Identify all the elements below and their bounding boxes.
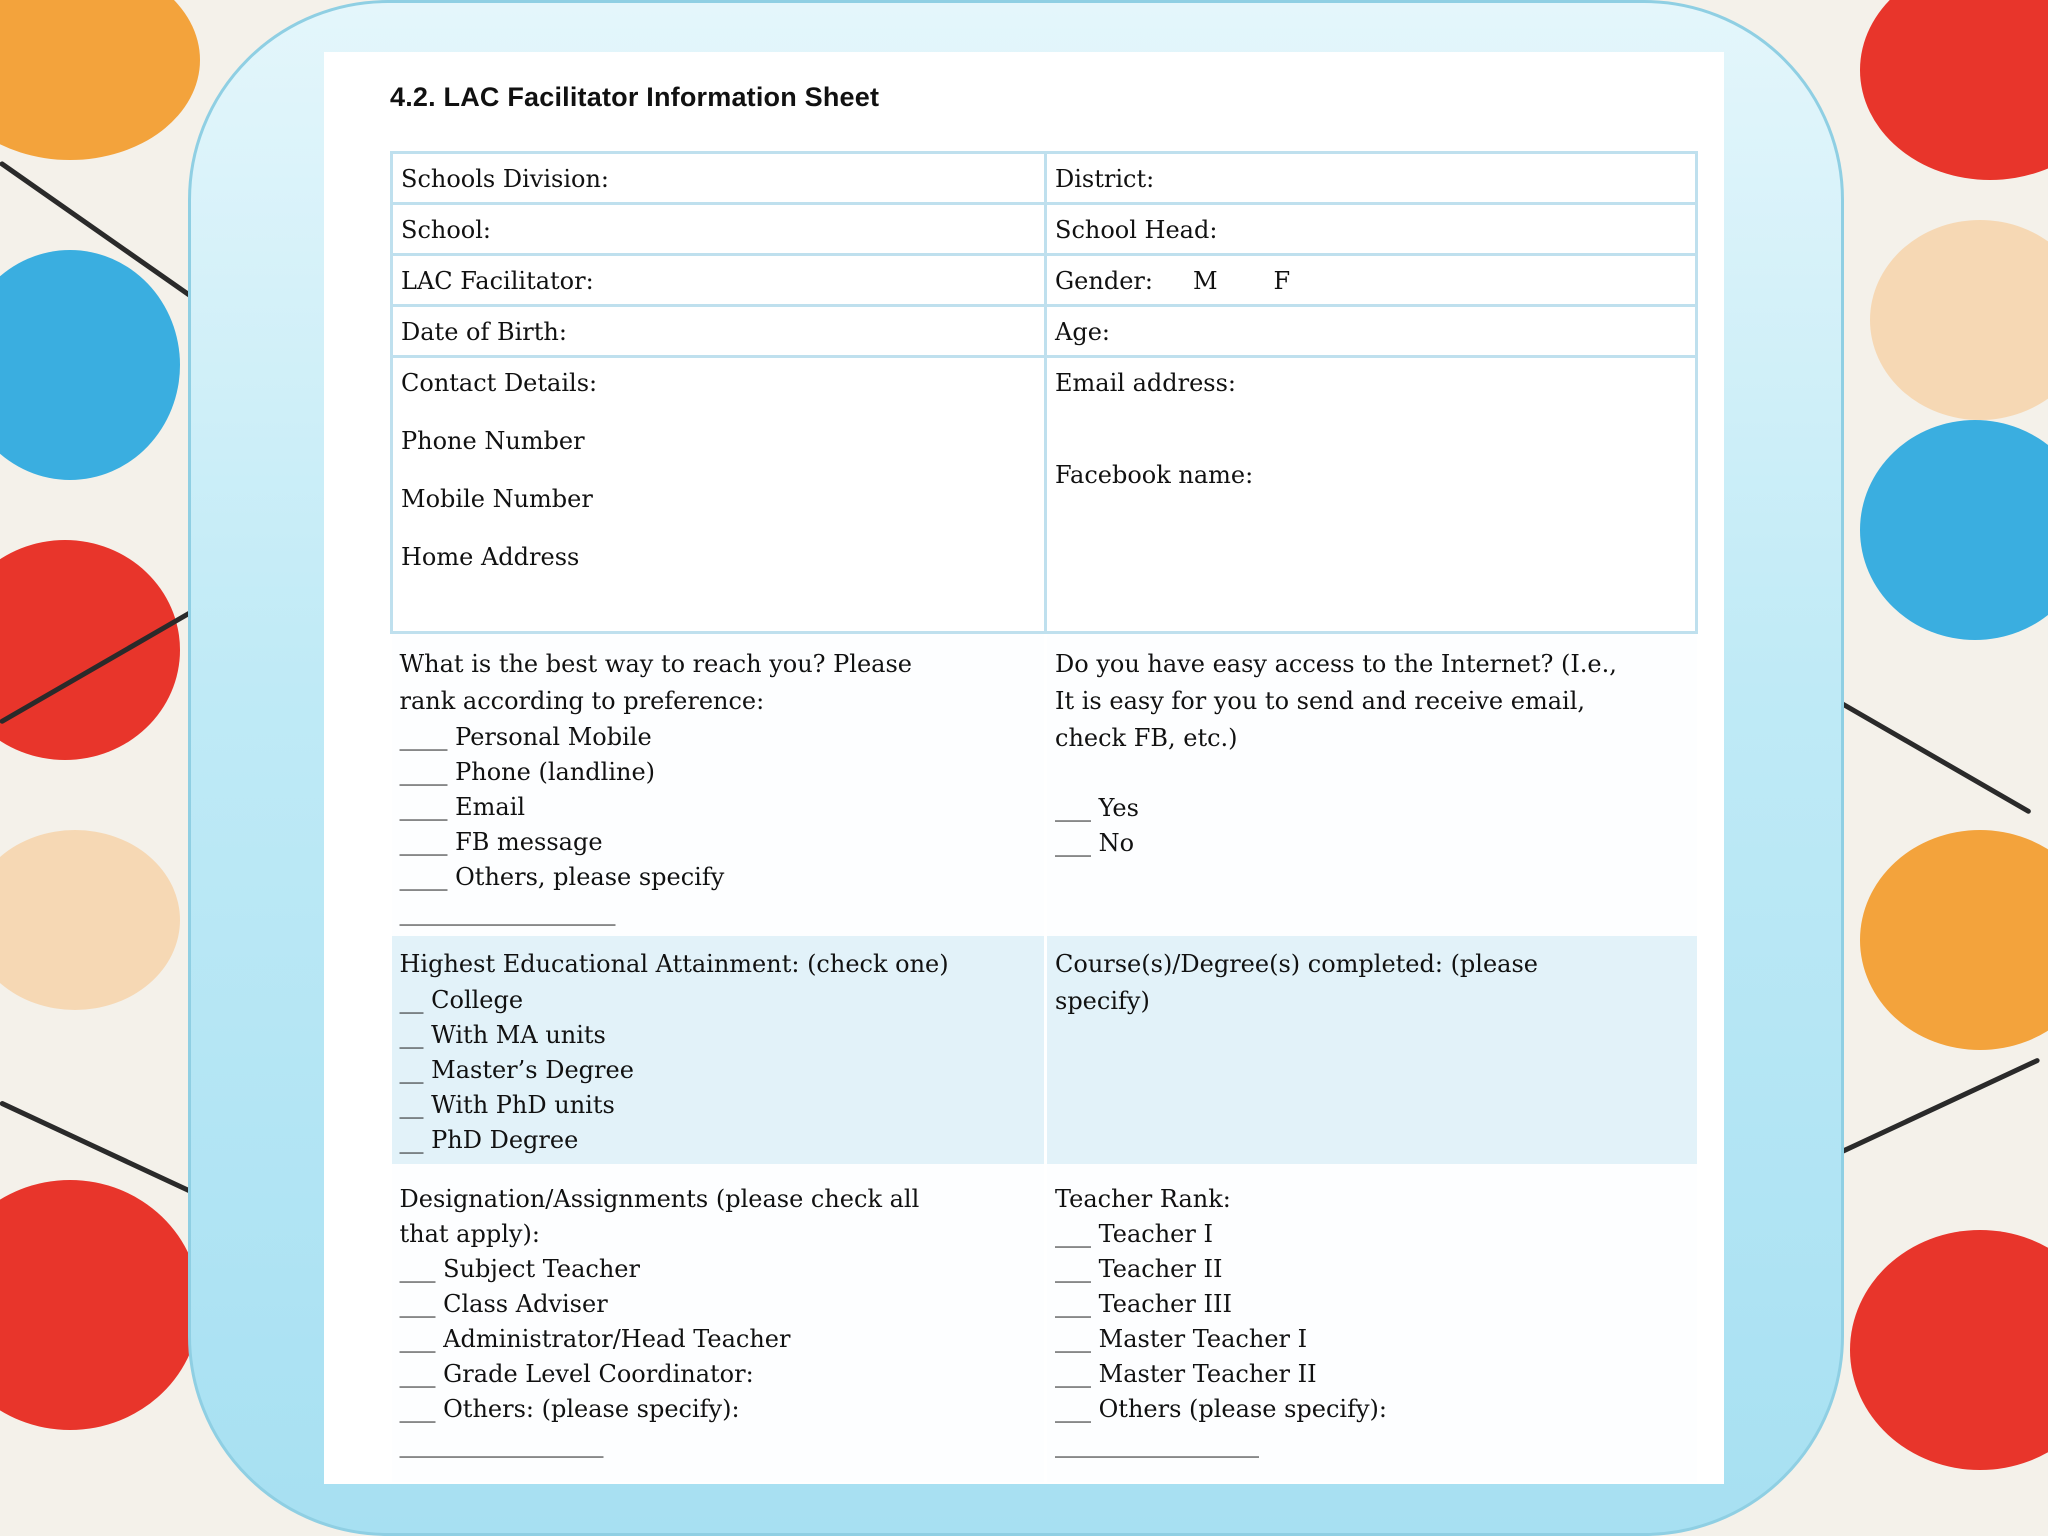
cartoon-figure-shape xyxy=(0,540,180,760)
option-others[interactable]: ___ Others (please specify): xyxy=(1055,1395,1387,1423)
form-row xyxy=(392,936,1697,1164)
option-phone-landline[interactable]: ____ Phone (landline) xyxy=(399,758,656,786)
district-field[interactable] xyxy=(1046,153,1697,204)
field-label: District: xyxy=(1055,165,1155,193)
question-text: specify) xyxy=(1055,987,1150,1015)
question-text: Highest Educational Attainment: (check one) xyxy=(399,950,949,978)
decor-line xyxy=(1839,700,2032,814)
teacher-rank-section xyxy=(1046,1164,1697,1482)
option-administrator[interactable]: ___ Administrator/Head Teacher xyxy=(399,1325,791,1353)
school-head-field[interactable] xyxy=(1046,204,1697,255)
field-label: Schools Division: xyxy=(401,165,609,193)
cartoon-figure-shape xyxy=(0,830,180,1010)
option-masters-degree[interactable]: __ Master’s Degree xyxy=(399,1056,634,1084)
phone-number-label: Phone Number xyxy=(401,427,585,455)
gender-option-m[interactable]: M xyxy=(1192,267,1218,295)
form-row xyxy=(392,204,1697,255)
others-blank-line[interactable]: _________________ xyxy=(399,1430,604,1458)
option-grade-level-coordinator[interactable]: ___ Grade Level Coordinator: xyxy=(399,1360,754,1388)
option-others[interactable]: ____ Others, please specify xyxy=(399,863,725,891)
form-row xyxy=(392,255,1697,306)
schools-division-field[interactable] xyxy=(392,153,1046,204)
cartoon-figure-shape xyxy=(1860,830,2048,1050)
question-text: What is the best way to reach you? Please xyxy=(399,650,913,678)
course-degree-section[interactable] xyxy=(1046,936,1697,1164)
sheet-title: 4.2. LAC Facilitator Information Sheet xyxy=(390,82,880,112)
others-blank-line[interactable]: __________________ xyxy=(399,898,616,926)
question-text: Teacher Rank: xyxy=(1055,1185,1231,1213)
option-others[interactable]: ___ Others: (please specify): xyxy=(399,1395,740,1423)
contact-details-label: Contact Details: xyxy=(401,369,598,397)
option-college[interactable]: __ College xyxy=(399,986,524,1014)
option-no[interactable]: ___ No xyxy=(1055,829,1135,857)
cartoon-figure-shape xyxy=(1850,1230,2048,1470)
question-text: Do you have easy access to the Internet? (I.e., xyxy=(1055,650,1617,678)
gender-option-f[interactable]: F xyxy=(1273,267,1291,295)
field-label: Gender: xyxy=(1055,267,1153,295)
field-label: School: xyxy=(401,216,491,244)
question-text: Course(s)/Degree(s) completed: (please xyxy=(1055,950,1538,978)
form-row xyxy=(392,1164,1697,1482)
option-ma-units[interactable]: __ With MA units xyxy=(399,1021,606,1049)
question-text: that apply): xyxy=(399,1220,540,1248)
option-email[interactable]: ____ Email xyxy=(399,793,526,821)
option-teacher-1[interactable]: ___ Teacher I xyxy=(1055,1220,1213,1248)
gender-field[interactable] xyxy=(1046,255,1697,306)
option-master-teacher-1[interactable]: ___ Master Teacher I xyxy=(1055,1325,1308,1353)
reach-preference-section xyxy=(392,633,1046,937)
question-text: It is easy for you to send and receive email, xyxy=(1055,687,1586,715)
online-contact-field[interactable] xyxy=(1046,357,1697,633)
form-row xyxy=(392,633,1697,937)
school-field[interactable] xyxy=(392,204,1046,255)
cartoon-figure-shape xyxy=(0,1180,200,1430)
option-class-adviser[interactable]: ___ Class Adviser xyxy=(399,1290,608,1318)
lac-facilitator-field[interactable] xyxy=(392,255,1046,306)
cartoon-figure-shape xyxy=(0,0,200,160)
facebook-name-label: Facebook name: xyxy=(1055,461,1254,489)
field-label: School Head: xyxy=(1055,216,1218,244)
option-personal-mobile[interactable]: ____ Personal Mobile xyxy=(399,723,652,751)
mobile-number-label: Mobile Number xyxy=(401,485,593,513)
question-text: Designation/Assignments (please check all xyxy=(399,1185,920,1213)
cartoon-figure-shape xyxy=(0,250,180,480)
question-text: check FB, etc.) xyxy=(1055,724,1238,752)
decor-line xyxy=(1839,1057,2041,1155)
form-row xyxy=(392,153,1697,204)
option-fb-message[interactable]: ____ FB message xyxy=(399,828,603,856)
date-of-birth-field[interactable] xyxy=(392,306,1046,357)
education-section xyxy=(392,936,1046,1164)
field-label: Date of Birth: xyxy=(401,318,567,346)
form-row xyxy=(392,306,1697,357)
home-address-label: Home Address xyxy=(401,543,580,571)
contact-details-field[interactable] xyxy=(392,357,1046,633)
cartoon-figure-shape xyxy=(1870,220,2048,420)
email-address-label: Email address: xyxy=(1055,369,1236,397)
form-row xyxy=(392,357,1697,633)
option-phd-degree[interactable]: __ PhD Degree xyxy=(399,1126,579,1154)
option-yes[interactable]: ___ Yes xyxy=(1055,794,1139,822)
option-teacher-2[interactable]: ___ Teacher II xyxy=(1055,1255,1223,1283)
option-master-teacher-2[interactable]: ___ Master Teacher II xyxy=(1055,1360,1317,1388)
others-blank-line[interactable]: _________________ xyxy=(1055,1430,1259,1458)
designation-section xyxy=(392,1164,1046,1482)
option-teacher-3[interactable]: ___ Teacher III xyxy=(1055,1290,1232,1318)
question-text: rank according to preference: xyxy=(399,687,765,715)
option-subject-teacher[interactable]: ___ Subject Teacher xyxy=(399,1255,640,1283)
cartoon-figure-shape xyxy=(1860,420,2048,640)
age-field[interactable] xyxy=(1046,306,1697,357)
option-phd-units[interactable]: __ With PhD units xyxy=(399,1091,615,1119)
cartoon-figure-shape xyxy=(1860,0,2048,180)
field-label: LAC Facilitator: xyxy=(401,267,594,295)
information-sheet xyxy=(324,52,1724,1484)
facilitator-form xyxy=(390,151,1698,1482)
gender-line xyxy=(1055,264,1687,298)
internet-access-section xyxy=(1046,633,1697,937)
field-label: Age: xyxy=(1055,318,1110,346)
